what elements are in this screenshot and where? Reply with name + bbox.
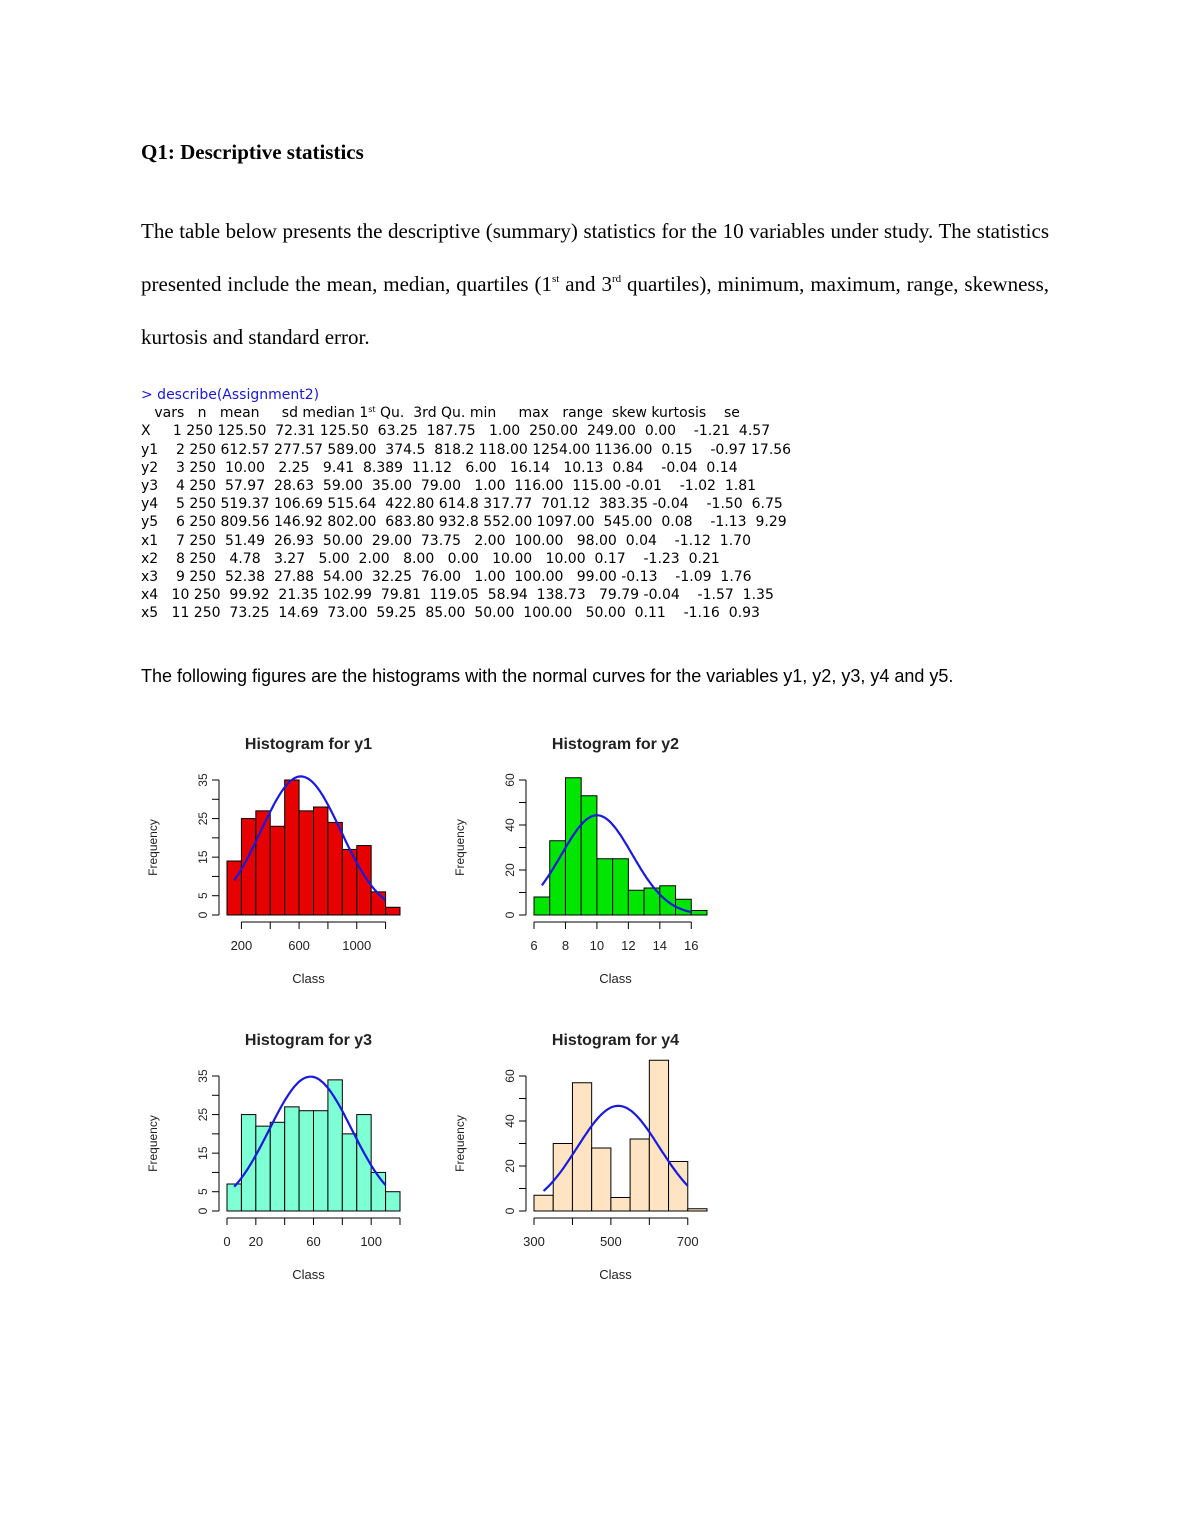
histogram-bar [534,1195,553,1211]
x-tick-label: 1000 [342,938,372,953]
intro-text-2: and 3 [559,272,612,296]
histogram-bar [611,1198,630,1212]
histogram-bar [314,807,328,915]
x-tick-label: 60 [306,1234,321,1249]
r-table-row: y4 5 250 519.37 106.69 515.64 422.80 614.8 317.77 701.12 383.35 -0.04 -1.50 6.75 [141,496,783,513]
y-tick-label: 60 [503,773,517,787]
histogram-bar [534,897,550,915]
histogram-y2 [447,725,747,1025]
x-tick-label: 14 [652,938,668,953]
histogram-bar [565,778,581,915]
r-table-row: y2 3 250 10.00 2.25 9.41 8.389 11.12 6.00 16.14 10.13 0.84 -0.04 0.14 [141,459,738,476]
histogram-bar [630,1139,649,1211]
histogram-bar [241,1115,255,1211]
histogram-bar [357,846,371,915]
histogram-y3 [140,1021,440,1321]
y-tick-label: 25 [196,811,210,826]
y-tick-label: 0 [503,911,517,919]
intro-text-1: The table below presents the descriptive (summary) statistics for the 10 variables under study. The statistics presented include the mean, median, quartiles (1 [141,219,1049,296]
intro-paragraph [141,205,1049,364]
r-table-row: y5 6 250 809.56 146.92 802.00 683.80 932.8 552.00 1097.00 545.00 0.08 -1.13 9.29 [141,514,787,531]
histogram-bar [691,911,707,916]
x-tick-label: 8 [561,938,570,953]
intro-superscript-rd: rd [611,273,622,285]
chart-title: Histogram for y1 [244,736,373,753]
y-tick-label: 0 [196,911,210,919]
chart-title: Histogram for y2 [551,736,680,753]
histogram-y2-svg [447,725,747,1025]
y-tick-label: 0 [503,1207,517,1215]
y-tick-label: 5 [196,892,210,900]
y-tick-label: 20 [503,863,517,877]
y-axis-title: Frequency [453,819,467,876]
r-table-row: y3 4 250 57.97 28.63 59.00 35.00 79.00 1.00 116.00 115.00 -0.01 -1.02 1.81 [141,478,757,495]
y-tick-label: 40 [503,1114,517,1128]
x-axis-title: Class [292,971,325,986]
x-tick-label: 12 [621,938,636,953]
x-axis-title: Class [292,1267,325,1282]
y-axis-title: Frequency [146,1115,160,1172]
histogram-y4-svg [447,1021,747,1321]
histogram-grid [140,725,740,1325]
histogram-bar [270,1122,284,1211]
histogram-bar [285,1107,299,1211]
histogram-bar [581,796,597,915]
y-tick-label: 25 [196,1107,210,1122]
x-axis-title: Class [599,1267,632,1282]
histogram-bar [227,1184,241,1211]
histogram-y1-svg [140,725,440,1025]
histogram-bar [314,1111,328,1211]
histogram-y4 [447,1021,747,1321]
r-console-output [141,386,791,623]
y-tick-label: 15 [196,1146,210,1160]
y-tick-label: 40 [503,818,517,832]
histogram-bar [597,859,613,915]
y-tick-label: 60 [503,1069,517,1083]
histogram-bar [628,890,644,915]
y-axis-title: Frequency [146,819,160,876]
histogram-bar [669,1162,688,1212]
r-table-row: y1 2 250 612.57 277.57 589.00 374.5 818.2 118.00 1254.00 1136.00 0.15 -0.97 17.56 [141,441,792,458]
histogram-bar [256,1126,270,1211]
r-header-superscript: st [368,405,376,415]
x-tick-label: 16 [684,938,699,953]
histogram-bar [285,780,299,915]
histogram-bar [386,1192,400,1211]
x-tick-label: 200 [230,938,253,953]
x-tick-label: 600 [288,938,310,953]
intro-superscript-st: st [551,273,560,285]
x-tick-label: 0 [223,1234,231,1249]
x-tick-label: 700 [676,1234,699,1249]
x-tick-label: 20 [248,1234,264,1249]
histogram-bar [572,1083,591,1211]
section-heading: Q1: Descriptive statistics [141,140,364,164]
y-tick-label: 20 [503,1159,517,1173]
x-tick-label: 10 [589,938,605,953]
histogram-bar [342,1134,356,1211]
histogram-bar [299,811,313,915]
r-command-line: > describe(Assignment2) [141,387,320,403]
histogram-bar [328,822,342,915]
y-tick-label: 35 [196,1069,210,1083]
histogram-bar [299,1111,313,1211]
x-tick-label: 100 [360,1234,383,1249]
chart-title: Histogram for y4 [551,1032,680,1049]
x-tick-label: 300 [523,1234,545,1249]
r-header-text-2: Qu. 3rd Qu. min max range skew kurtosis se [375,405,740,422]
intro-text-3: quartiles), minimum, maximum, range, skewness, kurtosis and standard error. [141,272,1049,349]
histogram-bar [386,907,400,915]
y-tick-label: 5 [196,1188,210,1196]
r-table-row: X 1 250 125.50 72.31 125.50 63.25 187.75 1.00 250.00 249.00 0.00 -1.21 4.57 [141,423,771,440]
histogram-bar [270,826,284,915]
y-tick-label: 0 [196,1207,210,1215]
x-axis-title: Class [599,971,632,986]
r-table-row: x2 8 250 4.78 3.27 5.00 2.00 8.00 0.00 10.00 10.00 0.17 -1.23 0.21 [141,550,720,567]
r-table-row: x4 10 250 99.92 21.35 102.99 79.81 119.05 58.94 138.73 79.79 -0.04 -1.57 1.35 [141,587,774,604]
r-header-text-1: vars n mean sd median 1 [141,405,369,422]
histogram-bar [227,861,241,915]
figure-caption: The following figures are the histograms with the normal curves for the variables y1, y2, y3, y4 and y5. [141,666,954,686]
x-tick-label: 6 [530,938,538,953]
r-table-row: x3 9 250 52.38 27.88 54.00 32.25 76.00 1.00 100.00 99.00 -0.13 -1.09 1.76 [141,569,752,586]
r-table-header [141,404,791,422]
histogram-bar [688,1209,707,1211]
histogram-bar [613,859,629,915]
y-axis-title: Frequency [453,1115,467,1172]
y-tick-label: 35 [196,773,210,787]
histogram-y3-svg [140,1021,440,1321]
x-tick-label: 500 [600,1234,622,1249]
y-tick-label: 15 [196,850,210,864]
r-table-row: x1 7 250 51.49 26.93 50.00 29.00 73.75 2.00 100.00 98.00 0.04 -1.12 1.70 [141,532,751,549]
histogram-bar [371,1172,385,1211]
chart-title: Histogram for y3 [244,1032,373,1049]
r-table-row: x5 11 250 73.25 14.69 73.00 59.25 85.00 50.00 100.00 50.00 0.11 -1.16 0.93 [141,605,760,622]
histogram-y1 [140,725,440,1025]
histogram-bar [592,1148,611,1211]
